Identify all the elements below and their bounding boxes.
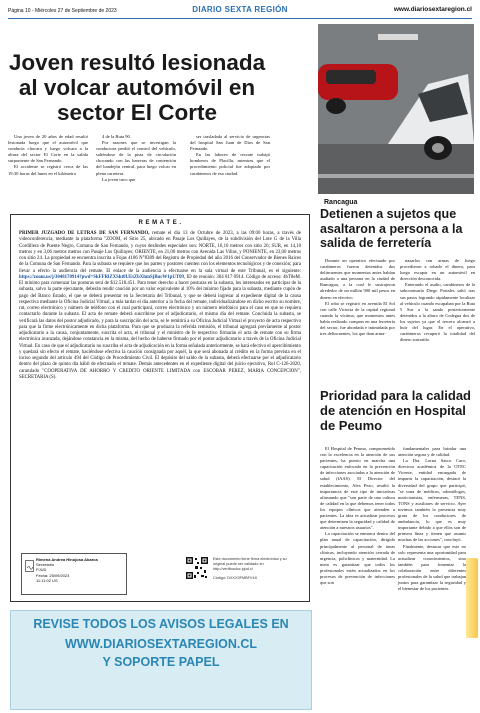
remate-text-1: remate el día 13 de Octubre de 2023, a las 09:00 horas, a través de videoconferencia, mediante la plataforma "ZOOM, el Sitio 25, ubicado en Pasaje Los Quillayes, de la subdivisión del Lote G de la Villa Cordillera de Puente Negro, Comuna de San Fernando, y cuyos deslindes especiales son: NORTE, 16,10 metros con sitio 26; SUR, en 14,10 metros y en 3,06 metros metros con Pasaje Los Quillayes; ORIENTE, en 21,00 metros con Avenida Las Villas, y PONIENTE, en 23,00 metros con sitio 24. La propiedad se encuentra inscrita a Fojas 4186 N°8389 del Registro de Propiedad del año 2016 del Conservador de Bienes Raíces de la Comuna de San Fernando. Para la subasta se requiere que los partes y postores cuenten con los elementos tecnológicos y de conexión; para llevar a efecto la audiencia del remate. El enlace de la audiencia a efectuarse en la sala virtual de este Tribunal, es el siguiente: xyxy=(19,231,301,274)
legal-notices-ad[interactable] xyxy=(10,610,312,710)
article2-column-1 xyxy=(320,258,395,337)
remate-text-2: , ID de reunión: 304 817 0914. Código de acceso: 4bT8eM. El mínimo para comenzar las posturas será de $12.518.451. Para tener derecho a hacer posturas en la subasta, los interesados en participar de la subasta, salvo la parte ejecutante, deberán rendir caución por un valor equivalente al 10% del mínimo fijado para la subasta, mediante cupón de pago del Banco Estado, el que se deberá presentar en la Secretaría del Tribunal, y que se deberá ingresar al expediente digital de la causa respectiva mediante la Oficina Judicial Virtual, a más tardar el día anterior a la fecha del remate, individualizándose en dicho escrito su nombre, rut, correo electrónico y número de teléfono con el cual participará, correo electrónico y un número telefónico para el caso en que se requiera contactarlo durante la subasta. El acta de remate deberá suscribirse por el adjudicatario, el mismo día del remate. Concluida la subasta, se verificará las datos del postor adjudicado, y para la suscripción del acta, se le remitirá a su Oficina Judicial Virtual el proyecto de acta respectivo para que la firme electrónicamente en dicha plataforma. Para que se produzca la referida remisión, el tribunal agregará previamente al postor adjudicatario a la causa, conjuntamente, suscrita el acta, el tribunal y el ministro de fe respectivo firmarán el acta de remate con su firma electrónica avanzada, dejándose constancia en la misma, del hecho de haberse firmado por el postor adjudicatario a través de la Oficina Judicial Virtual. En caso de que el adjudicatario no suscriba el acta de adjudicación en la forma señalada anteriormente, se hará efectivo el apercibimiento y quedará sin efecto el remate, haciéndose efectiva la caución consignada por aquél, la que será abonada al crédito en la forma prevista en el inciso segundo del artículo 494 del Código de Procedimiento Civil. El depósito del saldo de la subasta, deberá efectuarse por el adjudicatario dentro del plazo de quinto día hábil de efectuado el remate. Demás antecedentes en el expediente digital del juicio ejecutivo, Rol C-126-2020, caratulado "COOPERATIVA DE AHORRO Y CREDITO ORIENTE LIMITADA con ESCOBAR PEREZ, MARIA CONCEPCION", SECRETARIA (S). xyxy=(19,274,301,380)
qr-caption-text: Este documento tiene firma electrónica y su original puede ser validado en http://verificadoc.pjud.cl xyxy=(213,557,287,571)
ad-line-2[interactable]: WWW.DIARIOSEXTAREGION.CL xyxy=(64,637,258,651)
qr-code-label: Código: DXXX3FMBFV4X xyxy=(213,576,258,580)
signer-org: PJUD xyxy=(36,567,47,573)
car-photo-art xyxy=(318,24,474,194)
article1-column-1 xyxy=(8,134,88,177)
paragraph: El accidente se registró cerca de las 19:30 horas del lunes en el kilómetro xyxy=(8,164,88,176)
remate-court: PRIMER JUZGADO DE LETRAS DE SAN FERNANDO, xyxy=(19,231,150,236)
paragraph: Durante un operativo efectuado por carabineros fueron detenidos dos delincuentes que momentos antes habían asaltado a una persona en la ciudad de Rancagua, a la cual le sustrajeron alrededor de un millón 900 mil pesos en dinero en efectivo. xyxy=(320,258,395,300)
paragraph: La joven tuvo que xyxy=(102,176,136,182)
paragraph: ser trasladada al servicio de urgencias del hospital San Juan de Dios de San Fernando. xyxy=(190,134,270,152)
ad-line-1: REVISE TODOS LOS AVISOS LEGALES EN xyxy=(33,617,289,631)
signature-block xyxy=(21,553,127,595)
signature-date: Fecha: 25/09/2023 xyxy=(36,572,70,578)
article1-headline: Joven resultó lesionada al volcar automóvil en sector El Corte xyxy=(8,50,266,125)
paragraph: La Dra. Lorna Sasco Caro, directora académica de la OTEC Vicente, entidad encargada de impartir la capacitación, destacó la diversidad del grupo que participó, "se trata de médicos, odontólogos, nutricionistas, enfermeras, TENS, TONS y auxiliares de servicio. Ayer tuvimos también la presencia muy grata de los conductores de ambulancia, lo que es muy importante debido a que ellos son de primera línea y tienen que asumir muchas de las acciones", concluyó. xyxy=(398,458,466,543)
car-accident-photo xyxy=(318,24,474,194)
article1-column-3 xyxy=(190,134,270,177)
zoom-link[interactable]: https://zoom.us/j/3048170914?pwd=SkFFRlZXSkt0UEtZbXhmSjBucW1pUT09 xyxy=(19,274,184,280)
remate-title: R E M A T E . xyxy=(138,220,182,226)
signer-role: Secretario xyxy=(36,562,55,568)
side-decoration-image xyxy=(466,558,478,638)
article3-column-2 xyxy=(398,446,466,592)
legal-notice-remate xyxy=(10,214,310,602)
signature-doc-icon xyxy=(25,560,34,572)
signer-name: Rimena Andrea Hinojosa Abarca xyxy=(36,557,98,562)
paragraph: El robo se registró en avenida El Sol con calle Victoria de la capital regional cuando la víctima, que momentos antes había realizado compras en una ferretería del sector, fue abordada e intimidada por tres delincuentes, los que iban arma- xyxy=(320,300,395,337)
remate-body xyxy=(19,231,301,381)
site-url[interactable]: www.diariosextaregion.cl xyxy=(393,6,472,13)
article2-column-2 xyxy=(400,258,475,343)
paragraph: nazarlos con armas de fuego procedieron a robarle el dinero, para luego escapar en un automóvil en dirección desconocida. xyxy=(400,258,475,282)
paragraph: Enterando el asalto, carabineros de la subcomisaría Diego Portales salió tras sus pasos logrando rápidamente localizar al vehículo cuando escapaban por la Ruta 5 Sur a la sando posteriormente detenidos a la altura de Codegua dos de los sujetos ya que el tercero alcanzó a huir del lugar. En el operativo, carabineros recuperó la totalidad del dinero sustraído. xyxy=(400,282,475,343)
paragraph: Una joven de 20 años de edad resultó lesionada luego que el automóvil que conducía chocara y luego volcara a la altura del sector El Corte en la salida surponiente de San Fernando. xyxy=(8,134,88,164)
paragraph: El Hospital de Peumo, comprometido con la excelencia en la atención de sus pacientes, ha puesto en marcha una capacitación enfocada en la prevención de infecciones asociadas a la atención de salud (IAAS). El Director del establecimiento, Alex Pezo, resaltó la importancia de este tipo de iniciativas afirmando que "son parte de una cultura de calidad en la que debemos tener todos los equipos clínicos que atienden a pacientes. La idea es actualizar procesos que determinen la seguridad y calidad de atención a nuestros usuarios". xyxy=(320,446,395,531)
qr-caption xyxy=(213,557,299,581)
signature-row xyxy=(21,553,299,597)
header-divider xyxy=(8,18,472,19)
signature-time: 11:11:02 US xyxy=(36,577,58,583)
article3-headline: Prioridad para la calidad de atención en Hospital de Peumo xyxy=(320,388,471,433)
newspaper-name: DIARIO SEXTA REGIÓN xyxy=(192,5,288,14)
paragraph: Por razones que se investigan la conductora perdió el control del vehículo, saliéndose de la pista de circulación chocando con las barreras de contención del bandejón central, para luego volcar en plena carretera. xyxy=(96,140,176,176)
article3-column-1 xyxy=(320,446,395,586)
page-date: Página 10 - Miércoles 27 de Septiembre de 2023 xyxy=(8,8,117,14)
paragraph: 4 de la Ruta 90. xyxy=(102,134,131,139)
ad-line-3: Y SOPORTE PAPEL xyxy=(102,655,220,669)
page-header xyxy=(8,5,472,17)
qr-code-icon xyxy=(185,556,209,580)
paragraph: Finalmente, destacar que este no solo representa una oportunidad para actualizar conocimientos, sino también para fomentar la colaboración entre diferentes profesionales de la salud que trabajan juntos para garantizar la seguridad y el bienestar de los pacientes. xyxy=(398,543,466,592)
article1-column-2 xyxy=(96,134,176,183)
paragraph: En las labores de rescate trabajó bomberos de Placilla, mientras que el procedimiento policial fue adoptado por carabineros de esa ciudad. xyxy=(190,152,270,176)
section-label: Rancagua xyxy=(324,199,358,206)
paragraph: fundamentales para brindar una atención segura y de calidad. xyxy=(398,446,466,458)
article2-headline: Detienen a sujetos que asaltaron a persona a la salida de ferretería xyxy=(320,207,463,250)
paragraph: La capacitación se enmarca dentro del plan anual de capacitación, dirigido principalmente al personal de áreas clínicas, incluyendo atención cerrada de urgencia, policlínicos y maternidad. La meta es garantizar que todos los profesionales estén actualizados en los procesos de prevención de infecciones que son xyxy=(320,531,395,586)
